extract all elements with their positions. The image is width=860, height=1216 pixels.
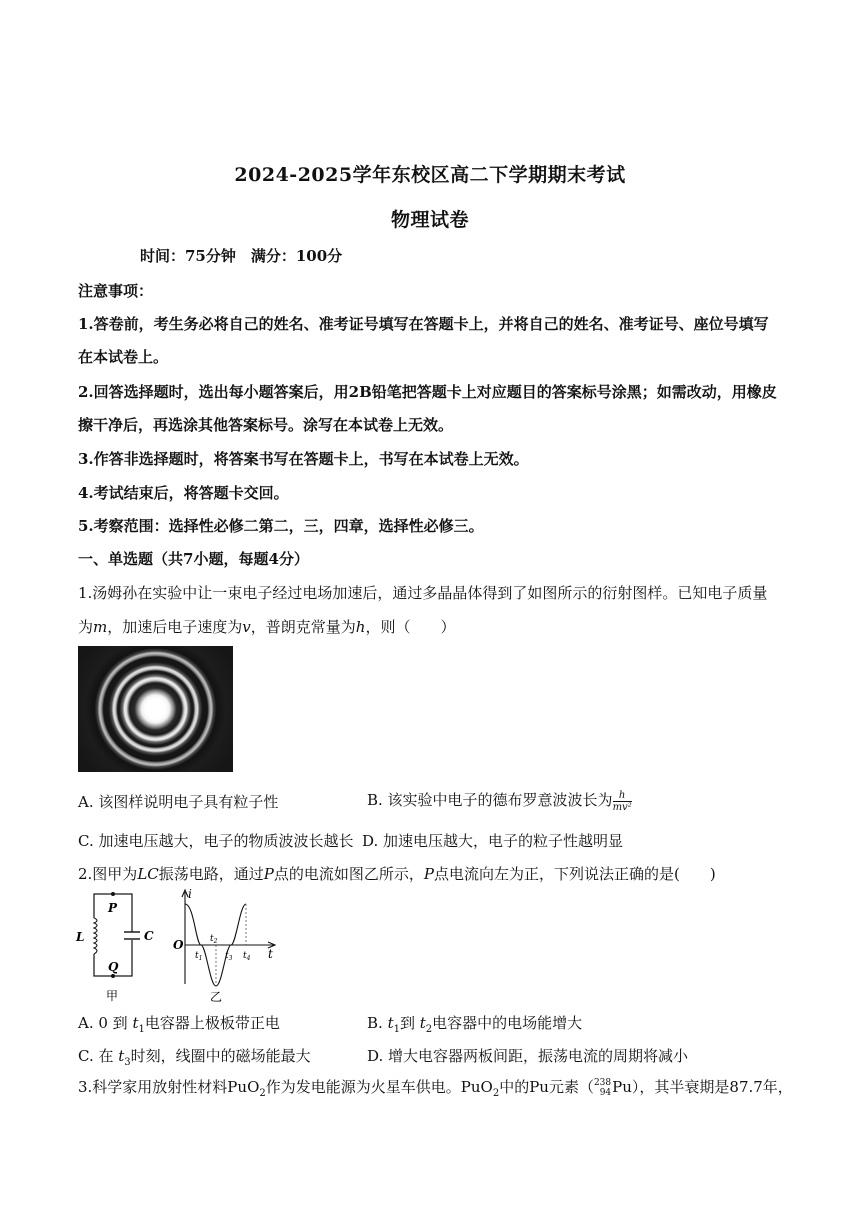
axis-i-label: i: [188, 887, 192, 901]
note-line-1: 1.答卷前，考生务必将自己的姓名、准考证号填写在答题卡上，并将自己的姓名、准考证号、座位号填写: [78, 315, 769, 333]
q1-option-c[interactable]: C. 加速电压越大，电子的物质波波长越长: [78, 832, 354, 850]
svg-text:t4: $t_4$: [243, 951, 251, 962]
section-heading: 一、单选题（共7小题，每题4分）: [78, 550, 309, 568]
svg-text:t1: $t_1$: [195, 951, 203, 962]
electron-diffraction-image: [78, 646, 233, 772]
page-title: 2024-2025学年东校区高二下学期期末考试: [234, 164, 626, 186]
note-line-3: 3.作答非选择题时，将答案书写在答题卡上，书写在本试卷上无效。: [78, 450, 529, 468]
q2-option-a[interactable]: A. 0 到 $t_1$电容器上极板带正电: [78, 1014, 280, 1035]
graph-caption: 乙: [210, 990, 223, 1004]
q1-option-a[interactable]: A. 该图样说明电子具有粒子性: [78, 793, 279, 811]
q2-option-b[interactable]: B. $t_1$到 $t_2$电容器中的电场能增大: [367, 1014, 583, 1035]
note-line-1b: 在本试卷上。: [78, 348, 169, 366]
axis-t-label: t: [268, 947, 273, 961]
notes-heading: 注意事项：: [78, 282, 154, 300]
q1-option-b[interactable]: B. 该实验中电子的德布罗意波波长为 $\frac{h}{\text{mv²}}$: [367, 789, 632, 813]
svg-text:t3: $t_3$: [225, 951, 233, 962]
wavelength-fraction: $\frac{h}{\text{mv²}}$: [612, 789, 632, 813]
svg-text:t2: $t_2$: [210, 934, 218, 945]
time-info: 时间：75分钟 满分：100分: [140, 247, 343, 265]
note-line-2b: 擦干净后，再选涂其他答案标号。涂写在本试卷上无效。: [78, 416, 454, 434]
inductor-label: L: [76, 930, 85, 944]
q3-stem: 3.科学家用放射性材料PuO$_2$作为发电能源为火星车供电。PuO$_2$中的Pu元素（ 238 94 Pu），其半衰期是87.7年，: [78, 1078, 793, 1099]
q1-stem-line1: 1.汤姆孙在实验中让一束电子经过电场加速后，通过多晶晶体得到了如图所示的衍射图样。已知电子质量: [78, 584, 768, 602]
page-subtitle: 物理试卷: [390, 209, 469, 231]
note-line-5: 5.考察范围：选择性必修二第二，三，四章，选择性必修三。: [78, 517, 484, 535]
isotope-notation: 238 94: [593, 1078, 612, 1098]
q1-stem-line2: 为m，加速后电子速度为v，普朗克常量为h，则（ ）: [78, 618, 456, 636]
note-line-4: 4.考试结束后，将答题卡交回。: [78, 484, 289, 502]
q2-option-c[interactable]: C. 在 $t_3$时刻，线圈中的磁场能最大: [78, 1047, 311, 1068]
current-time-graph: [170, 886, 285, 1006]
q2-option-d[interactable]: D. 增大电容器两板间距，振荡电流的周期将减小: [367, 1047, 689, 1065]
capacitor-label: C: [144, 929, 154, 943]
note-line-2: 2.回答选择题时，选出每小题答案后，用2B铅笔把答题卡上对应题目的答案标号涂黑；如需改动，用橡皮: [78, 383, 777, 401]
circuit-caption: 甲: [106, 989, 119, 1003]
q2-stem: 2.图甲为LC振荡电路，通过P点的电流如图乙所示，P点电流向左为正，下列说法正确的是( ): [78, 865, 716, 883]
q1-option-d[interactable]: D. 加速电压越大，电子的粒子性越明显: [362, 832, 624, 850]
origin-label: O: [173, 938, 184, 952]
point-p-label: P: [108, 901, 118, 915]
lc-circuit-diagram: [72, 888, 167, 1006]
point-q-label: Q: [108, 960, 119, 974]
